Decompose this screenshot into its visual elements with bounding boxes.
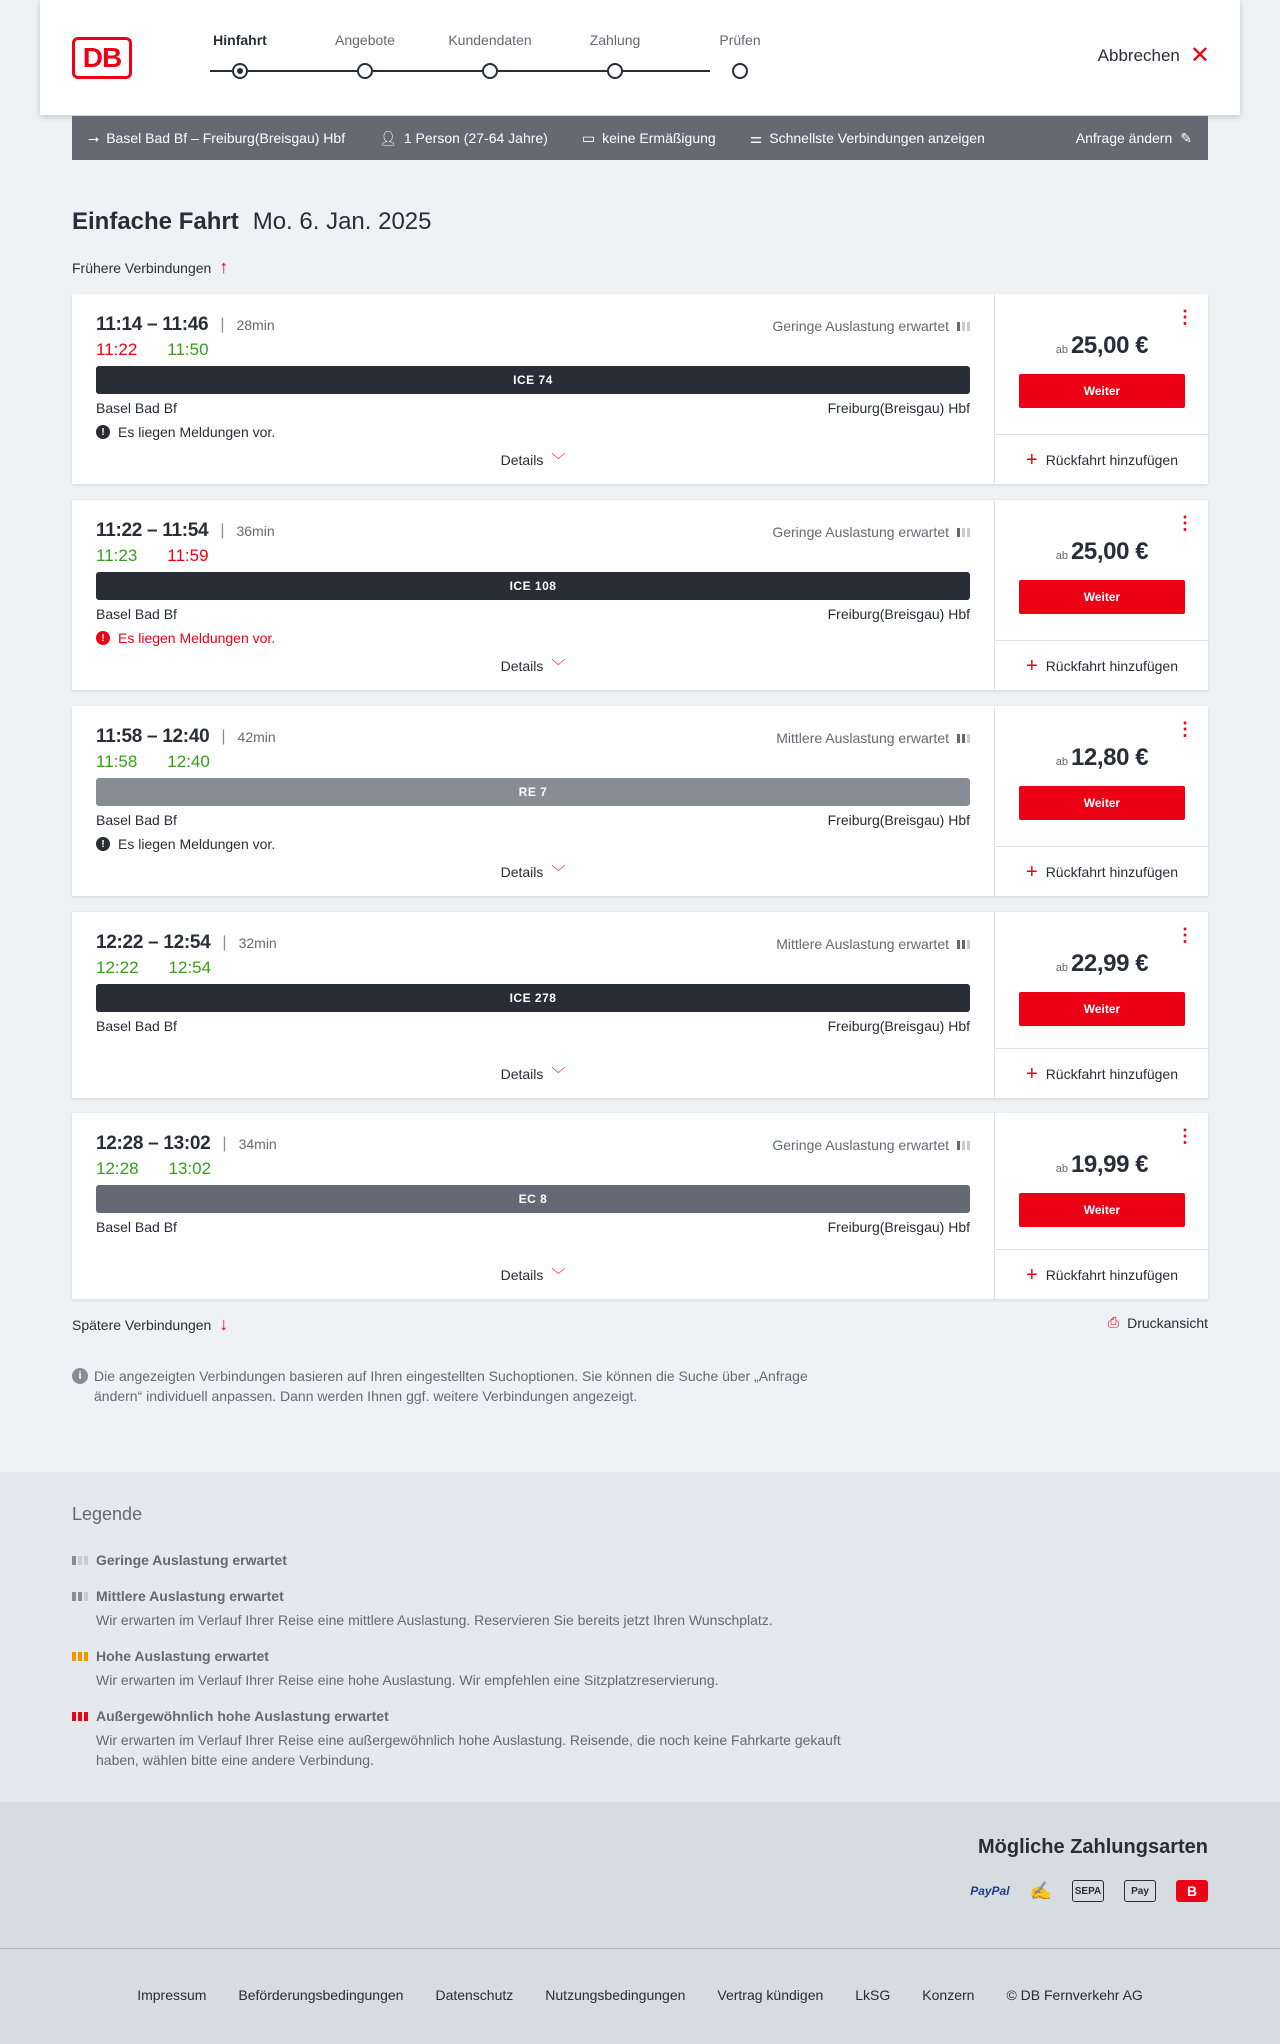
stations xyxy=(96,1219,970,1235)
load-bar xyxy=(78,1712,82,1721)
occupancy-info xyxy=(776,936,970,952)
load-bar xyxy=(78,1592,82,1601)
load-bar xyxy=(962,322,965,331)
more-options-icon[interactable]: ⋮ xyxy=(1176,513,1194,533)
route-text: Basel Bad Bf – Freiburg(Breisgau) Hbf xyxy=(106,130,346,146)
occupancy-text: Geringe Auslastung erwartet xyxy=(772,524,949,540)
planned-times: 11:58 – 12:40 xyxy=(96,726,210,747)
edit-label: Anfrage ändern xyxy=(1075,130,1173,146)
discount-text: keine Ermäßigung xyxy=(602,130,716,146)
destination-station: Freiburg(Breisgau) Hbf xyxy=(827,1018,970,1034)
notice-message xyxy=(96,424,275,440)
realtime-departure: 12:22 xyxy=(96,958,139,977)
legend-item-header xyxy=(72,1708,852,1724)
connection-times xyxy=(96,314,275,336)
arrow-up-icon: ↑ xyxy=(219,257,229,277)
route-summary xyxy=(88,130,345,147)
occupancy-info xyxy=(776,730,970,746)
destination-station: Freiburg(Breisgau) Hbf xyxy=(827,606,970,622)
train-bar[interactable]: ICE 108 xyxy=(96,572,970,600)
price-value: 22,99 € xyxy=(1070,950,1149,977)
legend-item xyxy=(72,1552,852,1568)
realtime-arrival: 11:50 xyxy=(167,340,209,359)
occupancy-text: Mittlere Auslastung erwartet xyxy=(776,730,949,746)
occupancy-text: Geringe Auslastung erwartet xyxy=(772,1137,949,1153)
details-label: Details xyxy=(500,864,544,880)
alert-icon: ! xyxy=(96,837,110,851)
price-prefix: ab xyxy=(1055,550,1068,562)
load-bar xyxy=(72,1592,76,1601)
duration: 28min xyxy=(236,317,275,333)
occupancy-info xyxy=(772,524,970,540)
trip-type: Einfache Fahrt xyxy=(72,208,239,235)
occupancy-icon xyxy=(957,1141,970,1150)
load-bar xyxy=(78,1652,82,1661)
realtime-times xyxy=(96,958,211,978)
step-kundendaten xyxy=(430,32,550,54)
footer-link[interactable]: Beförderungsbedingungen xyxy=(238,1987,404,2003)
planned-times: 12:22 – 12:54 xyxy=(96,932,211,953)
add-return-label: Rückfahrt hinzufügen xyxy=(1045,657,1178,674)
price-value: 12,80 € xyxy=(1070,744,1149,771)
plus-icon: + xyxy=(1026,1062,1038,1085)
legend-item xyxy=(72,1708,852,1770)
legend-item-title: Mittlere Auslastung erwartet xyxy=(96,1588,284,1604)
load-bar xyxy=(84,1652,88,1661)
legend-item-title: Hohe Auslastung erwartet xyxy=(96,1648,269,1664)
price xyxy=(995,950,1209,978)
origin-station: Basel Bad Bf xyxy=(96,812,177,828)
step-angebote xyxy=(305,32,425,54)
person-icon: 👤︎ xyxy=(379,129,397,146)
legend-item xyxy=(72,1648,852,1690)
price-prefix: ab xyxy=(1055,962,1068,974)
duration: 36min xyxy=(236,523,275,539)
details-toggle[interactable] xyxy=(72,450,994,470)
connection-main[interactable] xyxy=(72,500,994,690)
card-icon: ▭ xyxy=(581,129,596,146)
step-label: Zahlung xyxy=(589,32,641,48)
info-text: Die angezeigten Verbindungen basieren auf Ihren eingestellten Suchoptionen. Sie können die Suche über „Anfrage ändern“ individuell anpassen. Dann werden Ihnen ggf. weitere Verbindungen angezeigt. xyxy=(94,1368,808,1404)
info-note xyxy=(72,1366,852,1406)
price-panel xyxy=(994,1113,1208,1299)
payment-title: Mögliche Zahlungsarten xyxy=(977,1836,1208,1858)
plus-icon: + xyxy=(1026,654,1038,677)
footer-link: © DB Fernverkehr AG xyxy=(1006,1987,1143,2003)
chevron-down-icon: ﹀ xyxy=(551,864,566,880)
continue-button[interactable]: Weiter xyxy=(1019,374,1185,408)
edit-request-button[interactable] xyxy=(1076,130,1192,147)
price-prefix: ab xyxy=(1055,1163,1068,1175)
notice-text: Es liegen Meldungen vor. xyxy=(118,836,276,852)
print-view-link[interactable] xyxy=(1108,1314,1208,1331)
booking-header xyxy=(40,0,1240,115)
option-text: Schnellste Verbindungen anzeigen xyxy=(769,130,985,146)
add-return-label: Rückfahrt hinzufügen xyxy=(1045,1266,1178,1283)
duration: 32min xyxy=(238,935,277,951)
chevron-down-icon: ﹀ xyxy=(551,1066,566,1082)
footer-link[interactable]: LkSG xyxy=(855,1987,891,2003)
add-return-label: Rückfahrt hinzufügen xyxy=(1045,1065,1178,1082)
more-options-icon[interactable]: ⋮ xyxy=(1176,307,1194,327)
travellers-text: 1 Person (27-64 Jahre) xyxy=(403,130,548,146)
separator: | xyxy=(222,1135,227,1152)
realtime-arrival: 12:54 xyxy=(168,958,212,977)
price-prefix: ab xyxy=(1055,756,1068,768)
planned-times: 12:28 – 13:02 xyxy=(96,1133,211,1154)
realtime-departure: 11:22 xyxy=(96,340,138,359)
occupancy-icon xyxy=(957,528,970,537)
occupancy-icon xyxy=(72,1592,88,1601)
add-return-button[interactable] xyxy=(995,434,1209,484)
occupancy-icon xyxy=(957,734,970,743)
realtime-arrival: 12:40 xyxy=(167,752,210,771)
cancel-button[interactable] xyxy=(1098,44,1210,68)
discount-summary xyxy=(582,130,716,147)
load-bar xyxy=(84,1592,88,1601)
load-bar xyxy=(957,734,960,743)
planned-times: 11:14 – 11:46 xyxy=(96,314,209,335)
realtime-arrival: 13:02 xyxy=(168,1159,212,1178)
realtime-times xyxy=(96,340,209,360)
price-panel xyxy=(994,912,1208,1098)
legend-item xyxy=(72,1588,852,1630)
load-bar xyxy=(84,1556,88,1565)
page-title xyxy=(72,208,431,236)
footer-link[interactable]: Impressum xyxy=(137,1987,207,2003)
close-icon: ✕ xyxy=(1189,42,1210,69)
legend-item-title: Geringe Auslastung erwartet xyxy=(96,1552,287,1568)
load-bar xyxy=(72,1556,76,1565)
stations xyxy=(96,812,970,828)
load-bar xyxy=(72,1652,76,1661)
footer-link[interactable]: Nutzungsbedingungen xyxy=(545,1987,686,2003)
load-bar xyxy=(967,528,970,537)
continue-button[interactable]: Weiter xyxy=(1019,1193,1185,1227)
earlier-label: Frühere Verbindungen xyxy=(72,259,212,276)
details-label: Details xyxy=(500,1267,544,1283)
add-return-button[interactable] xyxy=(995,1048,1209,1098)
step-hinfahrt xyxy=(180,32,300,54)
connection-card xyxy=(72,500,1208,690)
origin-station: Basel Bad Bf xyxy=(96,1219,177,1235)
legend-item-header xyxy=(72,1648,852,1664)
load-bar xyxy=(962,734,965,743)
price-value: 25,00 € xyxy=(1070,332,1149,359)
step-dot xyxy=(232,63,248,79)
details-toggle[interactable] xyxy=(72,862,994,882)
footer-link[interactable]: Datenschutz xyxy=(435,1987,514,2003)
alert-icon: ! xyxy=(96,425,110,439)
price xyxy=(995,744,1209,772)
db-logo[interactable]: DB xyxy=(72,37,132,79)
load-bar xyxy=(962,940,965,949)
add-return-label: Rückfahrt hinzufügen xyxy=(1045,451,1178,468)
origin-station: Basel Bad Bf xyxy=(96,1018,177,1034)
add-return-label: Rückfahrt hinzufügen xyxy=(1045,863,1178,880)
load-bar xyxy=(957,1141,960,1150)
occupancy-icon xyxy=(957,940,970,949)
plus-icon: + xyxy=(1026,860,1038,883)
notice-text: Es liegen Meldungen vor. xyxy=(118,630,276,646)
search-summary-bar xyxy=(72,116,1208,160)
connection-card xyxy=(72,1113,1208,1299)
realtime-times xyxy=(96,546,209,566)
realtime-departure: 11:23 xyxy=(96,546,138,565)
load-bar xyxy=(967,322,970,331)
sliders-icon: ⚌ xyxy=(749,129,763,146)
occupancy-icon xyxy=(72,1556,88,1565)
occupancy-info xyxy=(772,318,970,334)
cancel-label: Abbrechen xyxy=(1097,46,1180,65)
step-dot xyxy=(607,63,623,79)
route-arrow-icon: ⭢ xyxy=(88,129,100,146)
option-summary xyxy=(750,130,985,147)
printer-icon: ⎙ xyxy=(1107,1314,1120,1330)
travellers-summary xyxy=(379,130,548,147)
occupancy-icon xyxy=(957,322,970,331)
notice-text: Es liegen Meldungen vor. xyxy=(118,424,276,440)
realtime-arrival: 11:59 xyxy=(167,546,209,565)
train-bar[interactable]: RE 7 xyxy=(96,778,970,806)
price xyxy=(995,1151,1209,1179)
connection-main[interactable] xyxy=(72,1113,994,1299)
load-bar xyxy=(957,528,960,537)
details-toggle[interactable] xyxy=(72,1265,994,1285)
realtime-departure: 12:28 xyxy=(96,1159,139,1178)
print-label: Druckansicht xyxy=(1127,1314,1208,1331)
connection-main[interactable] xyxy=(72,294,994,484)
details-label: Details xyxy=(500,658,544,674)
chevron-down-icon: ﹀ xyxy=(551,1267,566,1283)
step-label: Kundendaten xyxy=(448,32,532,48)
train-bar[interactable]: ICE 74 xyxy=(96,366,970,394)
load-bar xyxy=(957,322,960,331)
load-bar xyxy=(962,528,965,537)
page-footer xyxy=(0,1948,1280,2044)
price xyxy=(995,538,1209,566)
realtime-times xyxy=(96,1159,211,1179)
load-bar xyxy=(78,1556,82,1565)
plus-icon: + xyxy=(1026,1263,1038,1286)
trip-date: Mo. 6. Jan. 2025 xyxy=(252,208,432,235)
add-return-button[interactable] xyxy=(995,640,1209,690)
price xyxy=(995,332,1209,360)
add-return-button[interactable] xyxy=(995,1249,1209,1299)
chevron-down-icon: ﹀ xyxy=(551,658,566,674)
payment-section xyxy=(0,1802,1280,1948)
notice-message xyxy=(96,836,275,852)
continue-button[interactable]: Weiter xyxy=(1019,786,1185,820)
planned-times: 11:22 – 11:54 xyxy=(96,520,209,541)
occupancy-info xyxy=(772,1137,970,1153)
step-pruefen xyxy=(680,32,800,54)
stations xyxy=(96,1018,970,1034)
realtime-departure: 11:58 xyxy=(96,752,138,771)
occupancy-icon xyxy=(72,1712,88,1721)
origin-station: Basel Bad Bf xyxy=(96,400,177,416)
footer-link[interactable]: Konzern xyxy=(922,1987,975,2003)
details-label: Details xyxy=(500,452,544,468)
duration: 42min xyxy=(237,729,276,745)
load-bar xyxy=(967,734,970,743)
step-dot xyxy=(732,63,748,79)
connection-times xyxy=(96,1133,277,1155)
connection-main[interactable] xyxy=(72,706,994,896)
stations xyxy=(96,400,970,416)
train-bar[interactable]: ICE 278 xyxy=(96,984,970,1012)
alert-icon: ! xyxy=(96,631,110,645)
load-bar xyxy=(84,1712,88,1721)
load-bar xyxy=(962,1141,965,1150)
progress-line xyxy=(210,70,710,72)
chevron-down-icon: ﹀ xyxy=(551,452,566,468)
step-label: Angebote xyxy=(335,32,395,48)
pencil-icon: ✎ xyxy=(1180,129,1192,146)
destination-station: Freiburg(Breisgau) Hbf xyxy=(827,1219,970,1235)
load-bar xyxy=(72,1712,76,1721)
legend-item-title: Außergewöhnlich hohe Auslastung erwartet xyxy=(96,1708,389,1724)
legend-item-header xyxy=(72,1552,852,1568)
connection-card xyxy=(72,706,1208,896)
train-bar[interactable]: EC 8 xyxy=(96,1185,970,1213)
separator: | xyxy=(220,522,225,539)
details-toggle[interactable] xyxy=(72,1064,994,1084)
connection-card xyxy=(72,912,1208,1098)
step-dot xyxy=(357,63,373,79)
load-bar xyxy=(957,940,960,949)
more-options-icon[interactable]: ⋮ xyxy=(1176,925,1194,945)
connection-times xyxy=(96,726,276,748)
destination-station: Freiburg(Breisgau) Hbf xyxy=(827,400,970,416)
separator: | xyxy=(220,316,225,333)
occupancy-icon xyxy=(72,1652,88,1661)
price-panel xyxy=(994,500,1208,690)
connection-times xyxy=(96,932,277,954)
legend-section xyxy=(0,1472,1280,1802)
more-options-icon[interactable]: ⋮ xyxy=(1176,719,1194,739)
duration: 34min xyxy=(238,1136,277,1152)
later-label: Spätere Verbindungen xyxy=(72,1316,212,1333)
occupancy-text: Mittlere Auslastung erwartet xyxy=(776,936,949,952)
info-icon: i xyxy=(72,1368,88,1384)
db-bonus-icon: B xyxy=(1176,1880,1208,1902)
connection-card xyxy=(72,294,1208,484)
later-connections-link[interactable] xyxy=(72,1314,228,1335)
price-panel xyxy=(994,706,1208,896)
details-toggle[interactable] xyxy=(72,656,994,676)
arrow-down-icon: ↓ xyxy=(219,1314,229,1334)
connection-times xyxy=(96,520,275,542)
step-dot xyxy=(482,63,498,79)
occupancy-text: Geringe Auslastung erwartet xyxy=(772,318,949,334)
price-panel xyxy=(994,294,1208,484)
realtime-times xyxy=(96,752,210,772)
legend-title: Legende xyxy=(72,1504,143,1524)
step-label: Prüfen xyxy=(719,32,761,48)
continue-button[interactable]: Weiter xyxy=(1019,992,1185,1026)
legend-item-desc: Wir erwarten im Verlauf Ihrer Reise eine außergewöhnlich hohe Auslastung. Reisende, die noch keine Fahrkarte gekauft haben, wählen bitte eine andere Verbindung. xyxy=(96,1732,841,1768)
more-options-icon[interactable]: ⋮ xyxy=(1176,1126,1194,1146)
notice-message xyxy=(96,630,275,646)
separator: | xyxy=(222,934,227,951)
paypal-icon: PayPal xyxy=(970,1884,1010,1898)
step-label: Hinfahrt xyxy=(213,32,267,48)
payment-methods xyxy=(970,1880,1208,1902)
step-zahlung xyxy=(555,32,675,54)
add-return-button[interactable] xyxy=(995,846,1209,896)
destination-station: Freiburg(Breisgau) Hbf xyxy=(827,812,970,828)
load-bar xyxy=(967,940,970,949)
price-value: 25,00 € xyxy=(1070,538,1149,565)
progress-steps xyxy=(180,32,820,92)
origin-station: Basel Bad Bf xyxy=(96,606,177,622)
load-bar xyxy=(967,1141,970,1150)
price-value: 19,99 € xyxy=(1070,1151,1149,1178)
price-prefix: ab xyxy=(1055,344,1068,356)
footer-link[interactable]: Vertrag kündigen xyxy=(717,1987,824,2003)
separator: | xyxy=(221,728,226,745)
earlier-connections-link[interactable] xyxy=(72,257,228,278)
details-label: Details xyxy=(500,1066,544,1082)
direct-debit-icon: ✍ xyxy=(1029,1880,1052,1901)
connection-main[interactable] xyxy=(72,912,994,1098)
plus-icon: + xyxy=(1026,448,1038,471)
apple-pay-icon: Pay xyxy=(1124,1880,1156,1902)
legend-item-desc: Wir erwarten im Verlauf Ihrer Reise eine hohe Auslastung. Wir empfehlen eine Sitzplatzreservierung. xyxy=(96,1672,719,1688)
continue-button[interactable]: Weiter xyxy=(1019,580,1185,614)
stations xyxy=(96,606,970,622)
sepa-icon: SEPA xyxy=(1072,1880,1104,1902)
legend-item-header xyxy=(72,1588,852,1604)
legend-item-desc: Wir erwarten im Verlauf Ihrer Reise eine mittlere Auslastung. Reservieren Sie bereits jetzt Ihren Wunschplatz. xyxy=(96,1612,773,1628)
